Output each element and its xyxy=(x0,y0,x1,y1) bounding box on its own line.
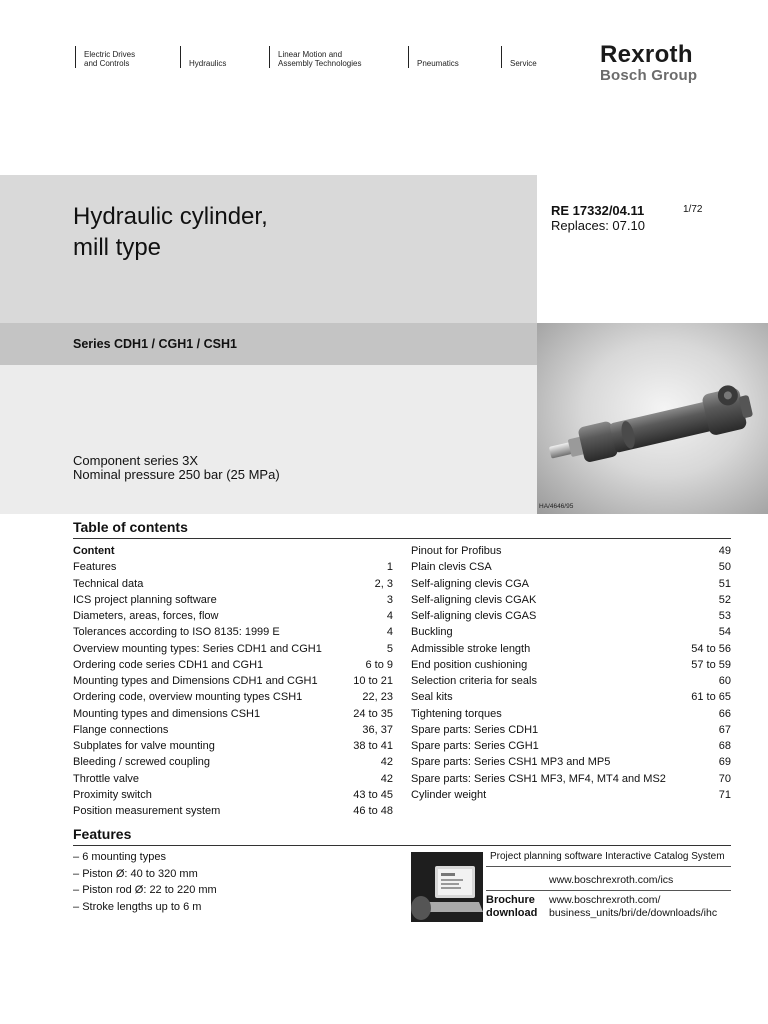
toc-entry[interactable] xyxy=(73,803,393,819)
toc-entry-label: Admissible stroke length xyxy=(411,642,531,655)
toc-entry[interactable] xyxy=(411,608,731,624)
ics-software-image xyxy=(411,852,483,922)
features-title: Features xyxy=(73,826,132,842)
toc-entry-label: Cylinder weight xyxy=(411,788,487,801)
toc-entry-label: Overview mounting types: Series CDH1 and CGH1 xyxy=(73,642,322,655)
toc-entry[interactable] xyxy=(73,559,393,575)
series-label: Series CDH1 / CGH1 / CSH1 xyxy=(73,337,237,351)
nav-service[interactable] xyxy=(501,46,537,68)
replaces-note: Replaces: 07.10 xyxy=(551,218,645,233)
toc-entry[interactable] xyxy=(411,559,731,575)
toc-entry-page: 42 xyxy=(380,772,393,785)
hydraulic-cylinder-image xyxy=(537,323,768,514)
feature-item: – Piston Ø: 40 to 320 mm xyxy=(73,866,217,883)
toc-entry[interactable] xyxy=(411,592,731,608)
toc-right-column xyxy=(411,543,731,803)
toc-entry[interactable] xyxy=(73,641,393,657)
toc-entry-page: 68 xyxy=(718,740,731,752)
cylinder-photo xyxy=(537,323,768,514)
nav-label: Electric Drives and Controls xyxy=(84,50,136,68)
feature-item: – Stroke lengths up to 6 m xyxy=(73,899,217,916)
toc-entry[interactable] xyxy=(73,722,393,738)
toc-entry-page: 50 xyxy=(718,561,731,574)
toc-entry-page: 53 xyxy=(718,610,731,622)
nav-label: Pneumatics xyxy=(417,59,459,68)
toc-entry-label: Position measurement system xyxy=(73,805,221,817)
toc-entry[interactable] xyxy=(73,754,393,770)
toc-entry[interactable] xyxy=(411,624,731,640)
download-label: download xyxy=(486,907,538,919)
toc-entry-label: Mounting types and Dimensions CDH1 and CGH1 xyxy=(73,675,318,687)
toc-entry[interactable] xyxy=(73,608,393,624)
ics-title: Project planning software Interactive Catalog System xyxy=(490,851,725,862)
toc-entry-label: Subplates for valve mounting xyxy=(73,740,215,752)
toc-entry-label: Spare parts: Series CGH1 xyxy=(411,740,539,752)
toc-entry-page: 22, 23 xyxy=(362,691,393,704)
toc-entry[interactable] xyxy=(73,787,393,803)
toc-entry-page: 52 xyxy=(718,593,731,606)
toc-entry[interactable] xyxy=(411,657,731,673)
page-title: Hydraulic cylinder, mill type xyxy=(73,203,268,261)
toc-entry-page: 4 xyxy=(386,610,393,622)
toc-entry[interactable] xyxy=(411,738,731,754)
toc-entry-label: End position cushioning xyxy=(411,658,528,671)
document-number: RE 17332/04.11 xyxy=(551,203,645,218)
toc-entry[interactable] xyxy=(73,673,393,689)
toc-entry-label: Self-aligning clevis CGAK xyxy=(411,593,537,606)
toc-entry-page: 49 xyxy=(718,545,731,557)
toc-entry[interactable] xyxy=(411,576,731,592)
toc-entry-label: Spare parts: Series CDH1 xyxy=(411,723,539,736)
toc-entry-page: 36, 37 xyxy=(362,723,393,736)
toc-entry-label: ICS project planning software xyxy=(73,593,217,606)
toc-entry-label: Selection criteria for seals xyxy=(411,675,537,687)
toc-entry-label: Throttle valve xyxy=(73,772,140,785)
nav-label: Linear Motion and Assembly Technologies xyxy=(278,50,362,68)
toc-entry-page: 54 xyxy=(718,626,731,639)
toc-entry[interactable] xyxy=(73,576,393,592)
brand-name: Rexroth xyxy=(600,41,693,68)
spec-banner xyxy=(0,365,537,514)
ics-divider xyxy=(486,866,731,867)
toc-entry-label: Ordering code series CDH1 and CGH1 xyxy=(73,658,264,671)
toc-entry-page: 61 to 65 xyxy=(691,691,731,704)
toc-entry-page: 71 xyxy=(718,788,731,801)
toc-entry-page: 43 to 45 xyxy=(353,788,393,801)
toc-entry-page: 51 xyxy=(718,577,731,590)
toc-entry-page: 57 to 59 xyxy=(691,658,731,671)
toc-entry-label: Bleeding / screwed coupling xyxy=(73,756,210,769)
brochure-link[interactable]: www.boschrexroth.com/ xyxy=(549,894,661,906)
toc-entry-page: 67 xyxy=(718,723,731,736)
ics-divider xyxy=(486,890,731,891)
toc-divider xyxy=(73,538,731,539)
toc-left-column xyxy=(73,543,393,819)
toc-entry-label: Proximity switch xyxy=(73,788,152,801)
page-number: 1/72 xyxy=(683,204,703,215)
brochure-link-path[interactable]: business_units/bri/de/downloads/ihc xyxy=(549,907,718,919)
toc-entry-label: Flange connections xyxy=(73,723,169,736)
toc-entry-label: Diameters, areas, forces, flow xyxy=(73,610,219,622)
toc-entry[interactable] xyxy=(73,738,393,754)
toc-entry-label: Seal kits xyxy=(411,691,453,704)
laptop-icon xyxy=(411,852,483,922)
toc-entry[interactable] xyxy=(411,706,731,722)
toc-entry-label: Pinout for Profibus xyxy=(411,545,502,557)
toc-entry-page: 24 to 35 xyxy=(353,707,393,720)
toc-entry-label: Technical data xyxy=(73,577,144,590)
nav-label: Hydraulics xyxy=(189,59,227,68)
nominal-pressure: Nominal pressure 250 bar (25 MPa) xyxy=(73,467,280,482)
toc-entry-page: 60 xyxy=(718,675,731,687)
toc-entry-label: Features xyxy=(73,561,117,574)
toc-entry[interactable] xyxy=(411,787,731,803)
toc-entry[interactable] xyxy=(73,592,393,608)
toc-entry-label: Self-aligning clevis CGA xyxy=(411,577,529,590)
toc-entry[interactable] xyxy=(411,754,731,770)
toc-entry-page: 46 to 48 xyxy=(353,805,393,817)
nav-label: Service xyxy=(510,59,537,68)
features-divider xyxy=(73,845,731,846)
toc-entry[interactable] xyxy=(73,771,393,787)
toc-title: Table of contents xyxy=(73,519,188,535)
toc-entry[interactable] xyxy=(73,706,393,722)
toc-entry-label: Ordering code, overview mounting types CSH1 xyxy=(73,691,303,704)
toc-entry-page: 5 xyxy=(386,642,393,655)
toc-entry[interactable] xyxy=(73,657,393,673)
feature-item: – 6 mounting types xyxy=(73,849,217,866)
toc-entry-page: 70 xyxy=(718,772,731,785)
photo-caption: HA/4646/95 xyxy=(539,503,574,510)
toc-entry-page: 1 xyxy=(386,561,393,574)
toc-entry[interactable] xyxy=(411,543,731,559)
brand-logo xyxy=(600,42,720,83)
toc-head-label: Content xyxy=(73,545,115,557)
toc-entry-page: 42 xyxy=(380,756,393,769)
toc-head xyxy=(73,543,393,559)
nav-electric-drives[interactable] xyxy=(75,46,135,68)
toc-entry[interactable] xyxy=(411,689,731,705)
toc-entry[interactable] xyxy=(411,641,731,657)
toc-entry-label: Tightening torques xyxy=(411,707,502,720)
toc-entry-label: Tolerances according to ISO 8135: 1999 E xyxy=(73,626,280,639)
feature-item: – Piston rod Ø: 22 to 220 mm xyxy=(73,882,217,899)
nav-hydraulics[interactable] xyxy=(180,46,226,68)
toc-entry-page: 4 xyxy=(386,626,393,639)
toc-entry[interactable] xyxy=(411,771,731,787)
features-list xyxy=(73,849,217,915)
toc-entry-page: 69 xyxy=(718,756,731,769)
ics-link[interactable]: www.boschrexroth.com/ics xyxy=(549,874,674,886)
toc-entry-label: Plain clevis CSA xyxy=(411,561,492,574)
toc-entry[interactable] xyxy=(411,722,731,738)
document-id xyxy=(551,203,645,233)
toc-entry-label: Spare parts: Series CSH1 MF3, MF4, MT4 and MS2 xyxy=(411,772,666,785)
toc-entry-page: 54 to 56 xyxy=(691,642,731,655)
toc-entry-label: Self-aligning clevis CGAS xyxy=(411,610,537,622)
toc-entry[interactable] xyxy=(73,689,393,705)
toc-entry-label: Buckling xyxy=(411,626,453,639)
toc-entry-label: Spare parts: Series CSH1 MP3 and MP5 xyxy=(411,756,611,769)
nav-pneumatics[interactable] xyxy=(408,46,459,68)
toc-entry[interactable] xyxy=(411,673,731,689)
toc-entry-label: Mounting types and dimensions CSH1 xyxy=(73,707,261,720)
toc-entry[interactable] xyxy=(73,624,393,640)
component-series: Component series 3X xyxy=(73,453,199,468)
toc-entry-page: 10 to 21 xyxy=(353,675,393,687)
toc-entry-page: 6 to 9 xyxy=(365,658,393,671)
toc-entry-page: 3 xyxy=(386,593,393,606)
toc-entry-page: 38 to 41 xyxy=(353,740,393,752)
toc-entry-page: 2, 3 xyxy=(374,577,393,590)
nav-linear-motion[interactable] xyxy=(269,46,361,68)
brochure-label: Brochure xyxy=(486,894,535,906)
toc-entry-page: 66 xyxy=(718,707,731,720)
brand-subtitle: Bosch Group xyxy=(600,67,698,84)
